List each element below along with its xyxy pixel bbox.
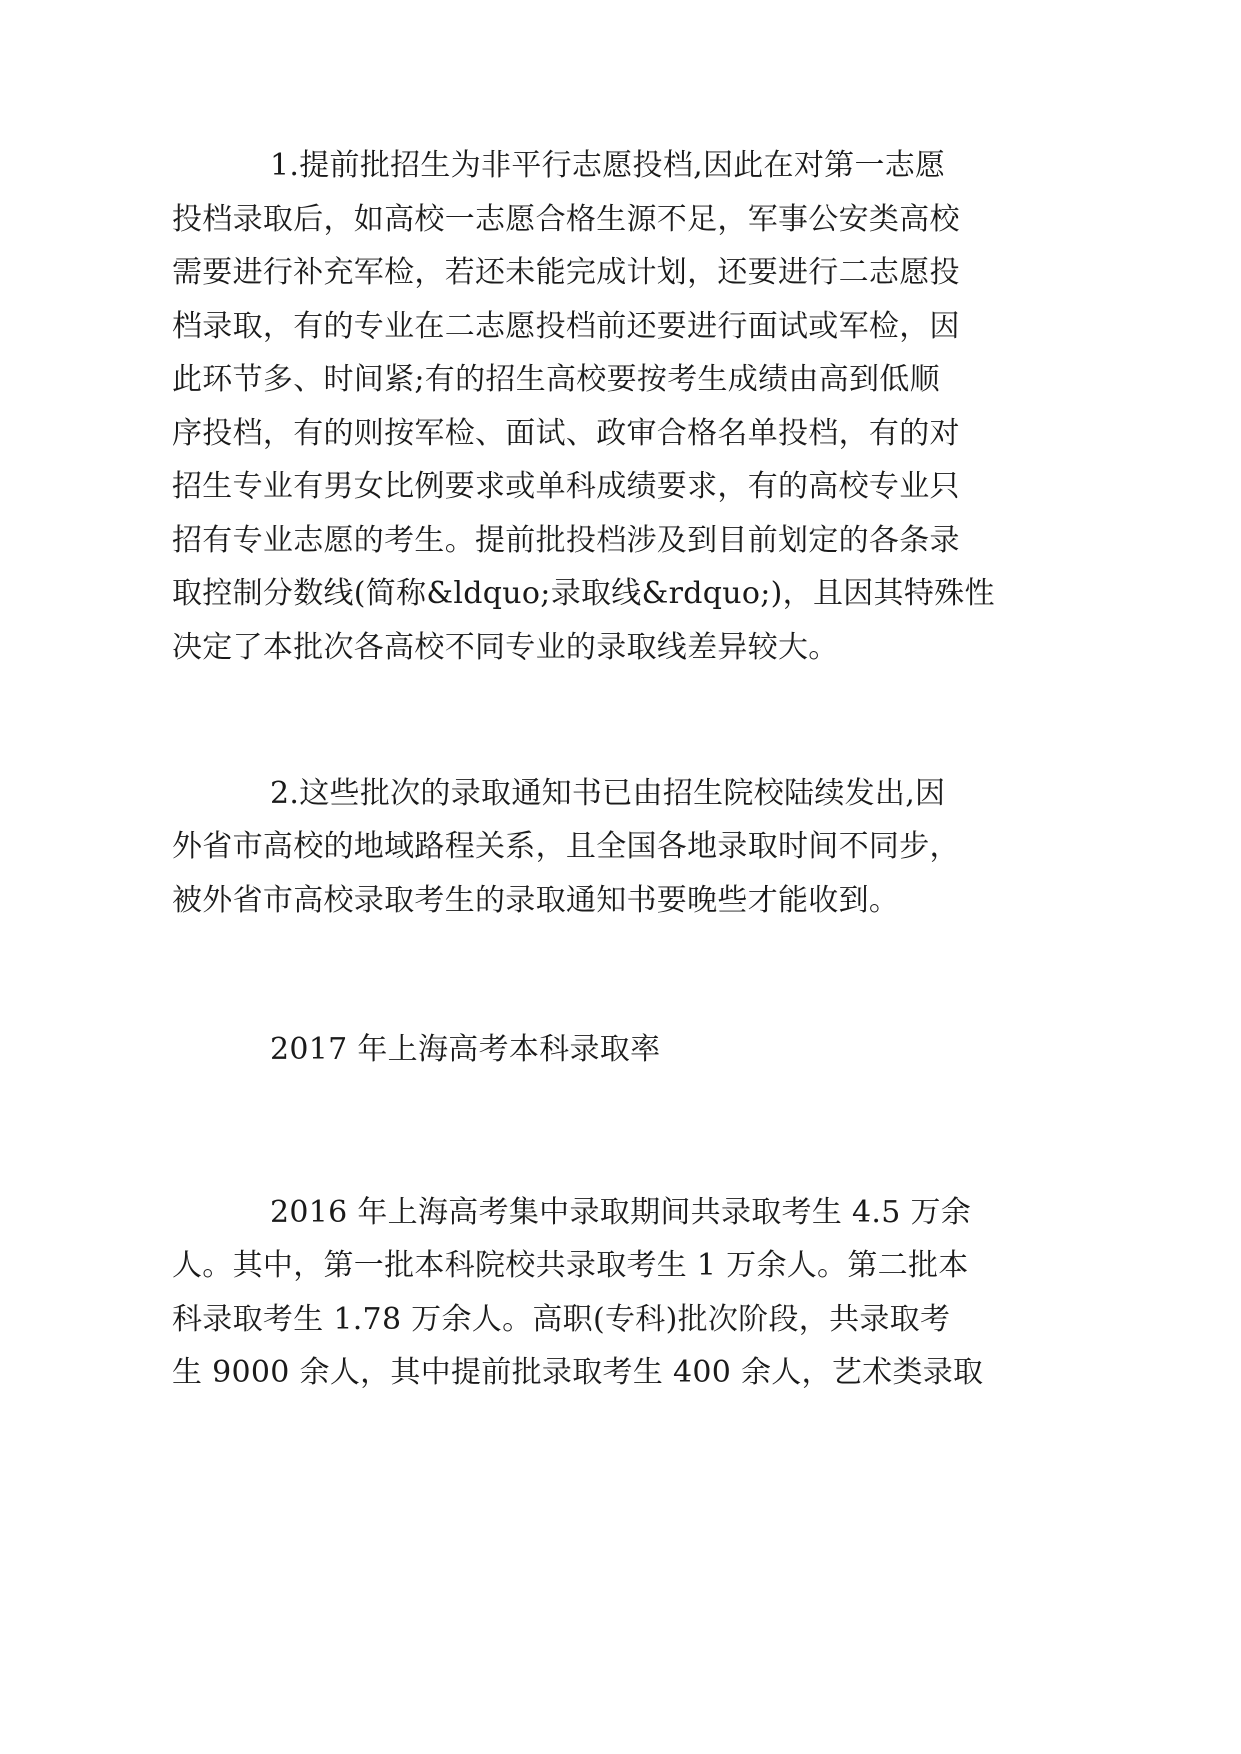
paragraph-line: 生 9000 余人，其中提前批录取考生 400 余人，艺术类录取: [172, 1355, 984, 1390]
paragraph-line: 投档录取后，如高校一志愿合格生源不足，军事公安类高校: [172, 202, 960, 237]
paragraph-line: 此环节多、时间紧;有的招生高校要按考生成绩由高到低顺: [172, 362, 940, 397]
paragraph-line: 2.这些批次的录取通知书已由招生院校陆续发出,因: [270, 776, 946, 811]
paragraph-line: 招有专业志愿的考生。提前批投档涉及到目前划定的各条录: [172, 523, 960, 558]
paragraph-line: 需要进行补充军检，若还未能完成计划，还要进行二志愿投: [172, 255, 960, 290]
paragraph-line: 科录取考生 1.78 万余人。高职(专科)批次阶段，共录取考: [172, 1302, 951, 1337]
paragraph-line: 决定了本批次各高校不同专业的录取线差异较大。: [172, 630, 839, 665]
paragraph-line: 档录取，有的专业在二志愿投档前还要进行面试或军检，因: [172, 309, 960, 344]
section-heading: 2017 年上海高考本科录取率: [270, 1032, 661, 1067]
paragraph-line: 1.提前批招生为非平行志愿投档,因此在对第一志愿: [270, 148, 946, 183]
paragraph-line: 取控制分数线(简称&ldquo;录取线&rdquo;)，且因其特殊性: [172, 576, 995, 611]
paragraph-line: 被外省市高校录取考生的录取通知书要晚些才能收到。: [172, 883, 900, 918]
paragraph-line: 外省市高校的地域路程关系，且全国各地录取时间不同步，: [172, 829, 960, 864]
paragraph-line: 招生专业有男女比例要求或单科成绩要求，有的高校专业只: [172, 469, 960, 504]
paragraph-line: 人。其中，第一批本科院校共录取考生 1 万余人。第二批本: [172, 1248, 969, 1283]
paragraph-line: 2016 年上海高考集中录取期间共录取考生 4.5 万余: [270, 1195, 972, 1230]
paragraph-line: 序投档，有的则按军检、面试、政审合格名单投档，有的对: [172, 416, 960, 451]
